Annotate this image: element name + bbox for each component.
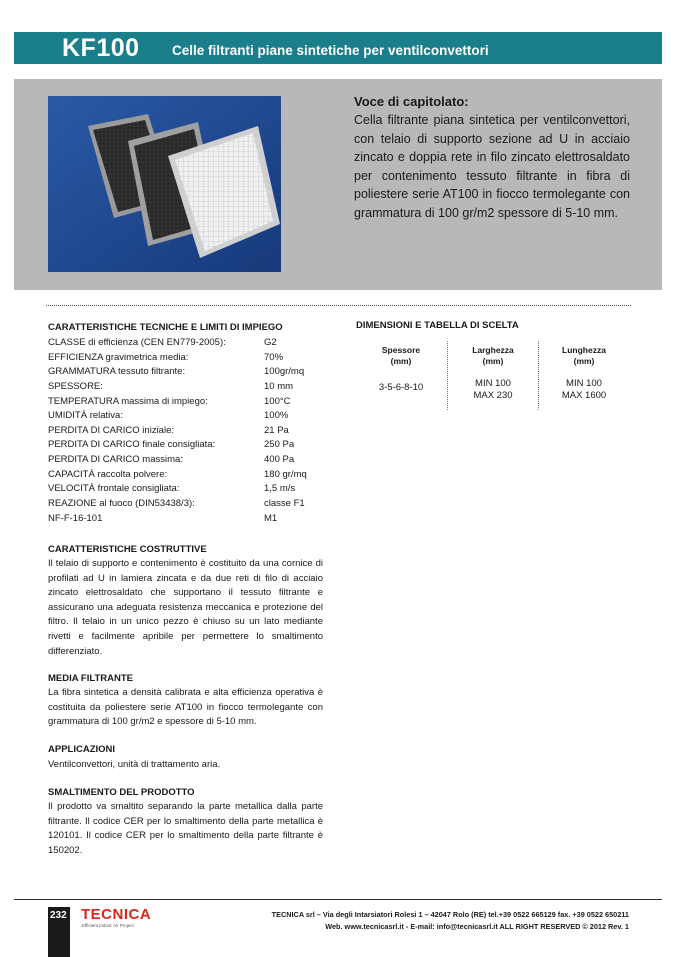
dim-value: MIN 100 MAX 230 (473, 378, 513, 401)
spec-value: 100gr/mq (264, 366, 305, 378)
spec-label: NF-F-16-101 (48, 512, 103, 524)
dim-value: MIN 100 MAX 1600 (561, 378, 607, 401)
spec-row (48, 380, 328, 395)
spec-row (48, 468, 328, 483)
applicazioni-text: Ventilconvettori, unità di trattamento aria. (48, 759, 221, 770)
tecnica-logo: TECNICA (81, 906, 152, 923)
spec-value: 1,5 m/s (264, 483, 296, 495)
spec-value: 21 Pa (264, 424, 289, 436)
dim-column-larghezza (448, 341, 538, 410)
spec-label: PERDITA DI CARICO massima: (48, 454, 183, 466)
page-number: 232 (50, 910, 67, 921)
media-text: La fibra sintetica a densità calibrata e alta efficienza operativa è costituita da poliestere serie AT100 in fiocco termolegante con grammatura di 100 gr/m2 e spessore di 5-10 mm. (48, 687, 323, 728)
spec-label: EFFICIENZA gravimetrica media: (48, 351, 189, 363)
product-subtitle: Celle filtranti piane sintetiche per ventilconvettori (172, 43, 489, 58)
spec-value: 400 Pa (264, 454, 295, 466)
footer-contacts: Web. www.tecnicasrl.it - E-mail: info@tecnicasrl.it ALL RIGHT RESERVED © 2012 Rev. 1 (325, 922, 629, 931)
smaltimento-title: SMALTIMENTO DEL PRODOTTO (48, 787, 195, 798)
spec-label: SPESSORE: (48, 380, 103, 392)
logo-tagline: Efficient Indoor Air Project (82, 923, 134, 928)
spec-value: 180 gr/mq (264, 468, 307, 480)
dimensioni-table (356, 341, 629, 410)
dim-header: Larghezza (mm) (472, 345, 514, 366)
footer-address: TECNICA srl – Via degli Intarsiatori Rolesi 1 – 42047 Rolo (RE) tel.+39 0522 665129 fax. +39 0522 650211 (271, 910, 629, 919)
section-divider (46, 305, 631, 306)
spec-row (48, 351, 328, 366)
header-bar (14, 32, 662, 64)
spec-value: 10 mm (264, 380, 294, 392)
product-code: KF100 (62, 34, 140, 62)
spec-row (48, 497, 328, 512)
spec-label: CAPACITÀ raccolta polvere: (48, 468, 168, 480)
dim-header: Lunghezza (mm) (562, 345, 606, 366)
spec-row (48, 512, 328, 527)
spec-row (48, 482, 328, 497)
spec-row (48, 453, 328, 468)
dimensioni-title: DIMENSIONI E TABELLA DI SCELTA (356, 320, 519, 331)
spec-label: REAZIONE al fuoco (DIN53438/3): (48, 498, 195, 510)
spec-value: G2 (264, 337, 277, 348)
spec-label: PERDITA DI CARICO iniziale: (48, 424, 174, 436)
spec-row (48, 365, 328, 380)
dim-column-spessore (356, 341, 446, 410)
voce-title: Voce di capitolato: (354, 94, 469, 109)
spec-label: PERDITA DI CARICO finale consigliata: (48, 439, 216, 451)
spec-row (48, 409, 328, 424)
spec-label: VELOCITÀ frontale consigliata: (48, 483, 180, 495)
media-title: MEDIA FILTRANTE (48, 673, 133, 684)
spec-value: M1 (264, 512, 278, 524)
spec-value: classe F1 (264, 498, 305, 510)
specs-title: CARATTERISTICHE TECNICHE E LIMITI DI IMPIEGO (48, 322, 283, 333)
costruttive-title: CARATTERISTICHE COSTRUTTIVE (48, 544, 207, 555)
dim-value: 3-5-6-8-10 (378, 382, 424, 393)
dim-header: Spessore (mm) (381, 345, 421, 366)
product-photo (48, 96, 281, 272)
spec-label: UMIDITÀ relativa: (48, 410, 123, 422)
hero-panel (14, 79, 662, 290)
spec-label: CLASSE di efficienza (CEN EN779-2005): (48, 337, 226, 348)
spec-value: 70% (264, 351, 284, 363)
spec-label: GRAMMATURA tessuto filtrante: (48, 366, 186, 378)
spec-row (48, 395, 328, 410)
spec-value: 100% (264, 410, 289, 422)
spec-row (48, 336, 328, 351)
costruttive-text: Il telaio di supporto e contenimento è costituito da una cornice di profilati ad U in lamiera zincata e da due reti di filo di acciaio zincato elettrosaldato che supportano il tessuto filtrante e assicurano una adeguata resistenza meccanica e protezione del filtro. Il telaio in un unico pezzo è chiuso su un lato mediante rivetti e facilmente apribile per permettere lo smaltimento differenziato. (48, 558, 323, 657)
voce-text: Cella filtrante piana sintetica per ventilconvettori, con telaio di supporto sezione ad U in acciaio zincato e doppia rete in filo zincato elettrosaldato per contenimento tessuto filtrante in fibra di poliestere serie AT100 in fiocco termolegante con grammatura di 100 gr/m2 spessore di 5-10 mm. (354, 113, 630, 220)
smaltimento-text: Il prodotto va smaltito separando la parte metallica dalla parte filtrante. Il codice CER per lo smaltimento della parte metallica è 120101. Il codice CER per lo smaltimento della parte filtrante è 150202. (48, 801, 323, 856)
spec-label: TEMPERATURA massima di impiego: (48, 395, 208, 407)
applicazioni-title: APPLICAZIONI (48, 744, 116, 755)
dim-column-lunghezza (539, 341, 629, 410)
spec-row (48, 424, 328, 439)
spec-row (48, 438, 328, 453)
footer-line (14, 899, 662, 900)
spec-value: 100°C (264, 395, 291, 407)
spec-value: 250 Pa (264, 439, 295, 451)
specs-table (48, 336, 328, 526)
